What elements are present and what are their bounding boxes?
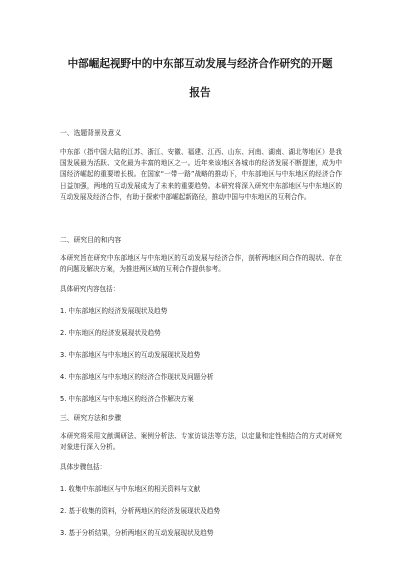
- section-2-heading: 二、研究目的和内容: [60, 236, 122, 244]
- list-item: 3. 中东部地区与中东地区的互动发展现状及趋势: [60, 351, 201, 359]
- section-2-list-intro: 具体研究内容包括：: [60, 285, 120, 293]
- list-item: 2. 中东地区的经济发展现状及趋势: [60, 329, 161, 337]
- section-3-paragraph: 本研究将采用文献调研法、案例分析法、专家访谈法等方法，以定量和定性相结合的方式对研究对象进行深入分析。: [60, 432, 342, 452]
- section-3-list-intro: 具体步骤包括：: [60, 463, 107, 471]
- section-2-body: [60, 253, 342, 275]
- list-item: 2. 基于收集的资料，分析两地区的经济发展现状及趋势: [60, 507, 221, 515]
- list-item: 5. 中东部地区与中东地区的经济合作解决方案: [60, 395, 194, 403]
- section-1-paragraph: 中东部（指中国大陆的江苏、浙江、安徽、福建、江西、山东、河南、湖南、湖北等地区）是我国发展最为活跃、文化最为丰富的地区之一。近年来该地区各城市的经济发展不断提速，成为中国经济崛起的重要增长极。在国家“一带一路”战略的推动下，中东部地区与中东地区的经济合作日益加强，两地的互动发展成为了未来的重要趋势。本研究将深入研究中东部地区与中东地区的互动发展及经济合作，有助于探索中部崛起新路径，推动中国与中东地区的互利合作。: [60, 148, 342, 201]
- list-item: 1. 收集中东部地区与中东地区的相关资料与文献: [60, 485, 201, 493]
- section-3-heading: 三、研究方法和步骤: [60, 414, 122, 422]
- section-2: [60, 235, 340, 246]
- title-line-1: 中部崛起视野中的中东部互动发展与经济合作研究的开题: [67, 58, 333, 70]
- section-2-paragraph: 本研究旨在研究中东部地区与中东地区的互动发展与经济合作，剖析两地区间合作的现状、存在的问题及解决方案，为推进两区域的互利合作提供参考。: [60, 254, 342, 274]
- section-3-body: [60, 431, 342, 453]
- section-3-list-intro-wrap: [60, 462, 340, 473]
- section-1-heading: 一、选题背景及意义: [60, 129, 122, 137]
- section-2-list-intro-wrap: [60, 284, 340, 295]
- section-3: [60, 413, 340, 424]
- section-3-list: [60, 484, 340, 539]
- section-1-body: [60, 147, 342, 203]
- list-item: 1. 中东部地区的经济发展现状及趋势: [60, 307, 168, 315]
- list-item: 3. 基于分析结果，分析两地区的互动发展现状及趋势: [60, 529, 214, 537]
- section-1: [60, 128, 340, 139]
- list-item: 4. 中东部地区与中东地区的经济合作现状及问题分析: [60, 373, 214, 381]
- document-title: [60, 0, 340, 106]
- title-line-2: 报告: [189, 87, 211, 99]
- section-2-list: [60, 306, 340, 405]
